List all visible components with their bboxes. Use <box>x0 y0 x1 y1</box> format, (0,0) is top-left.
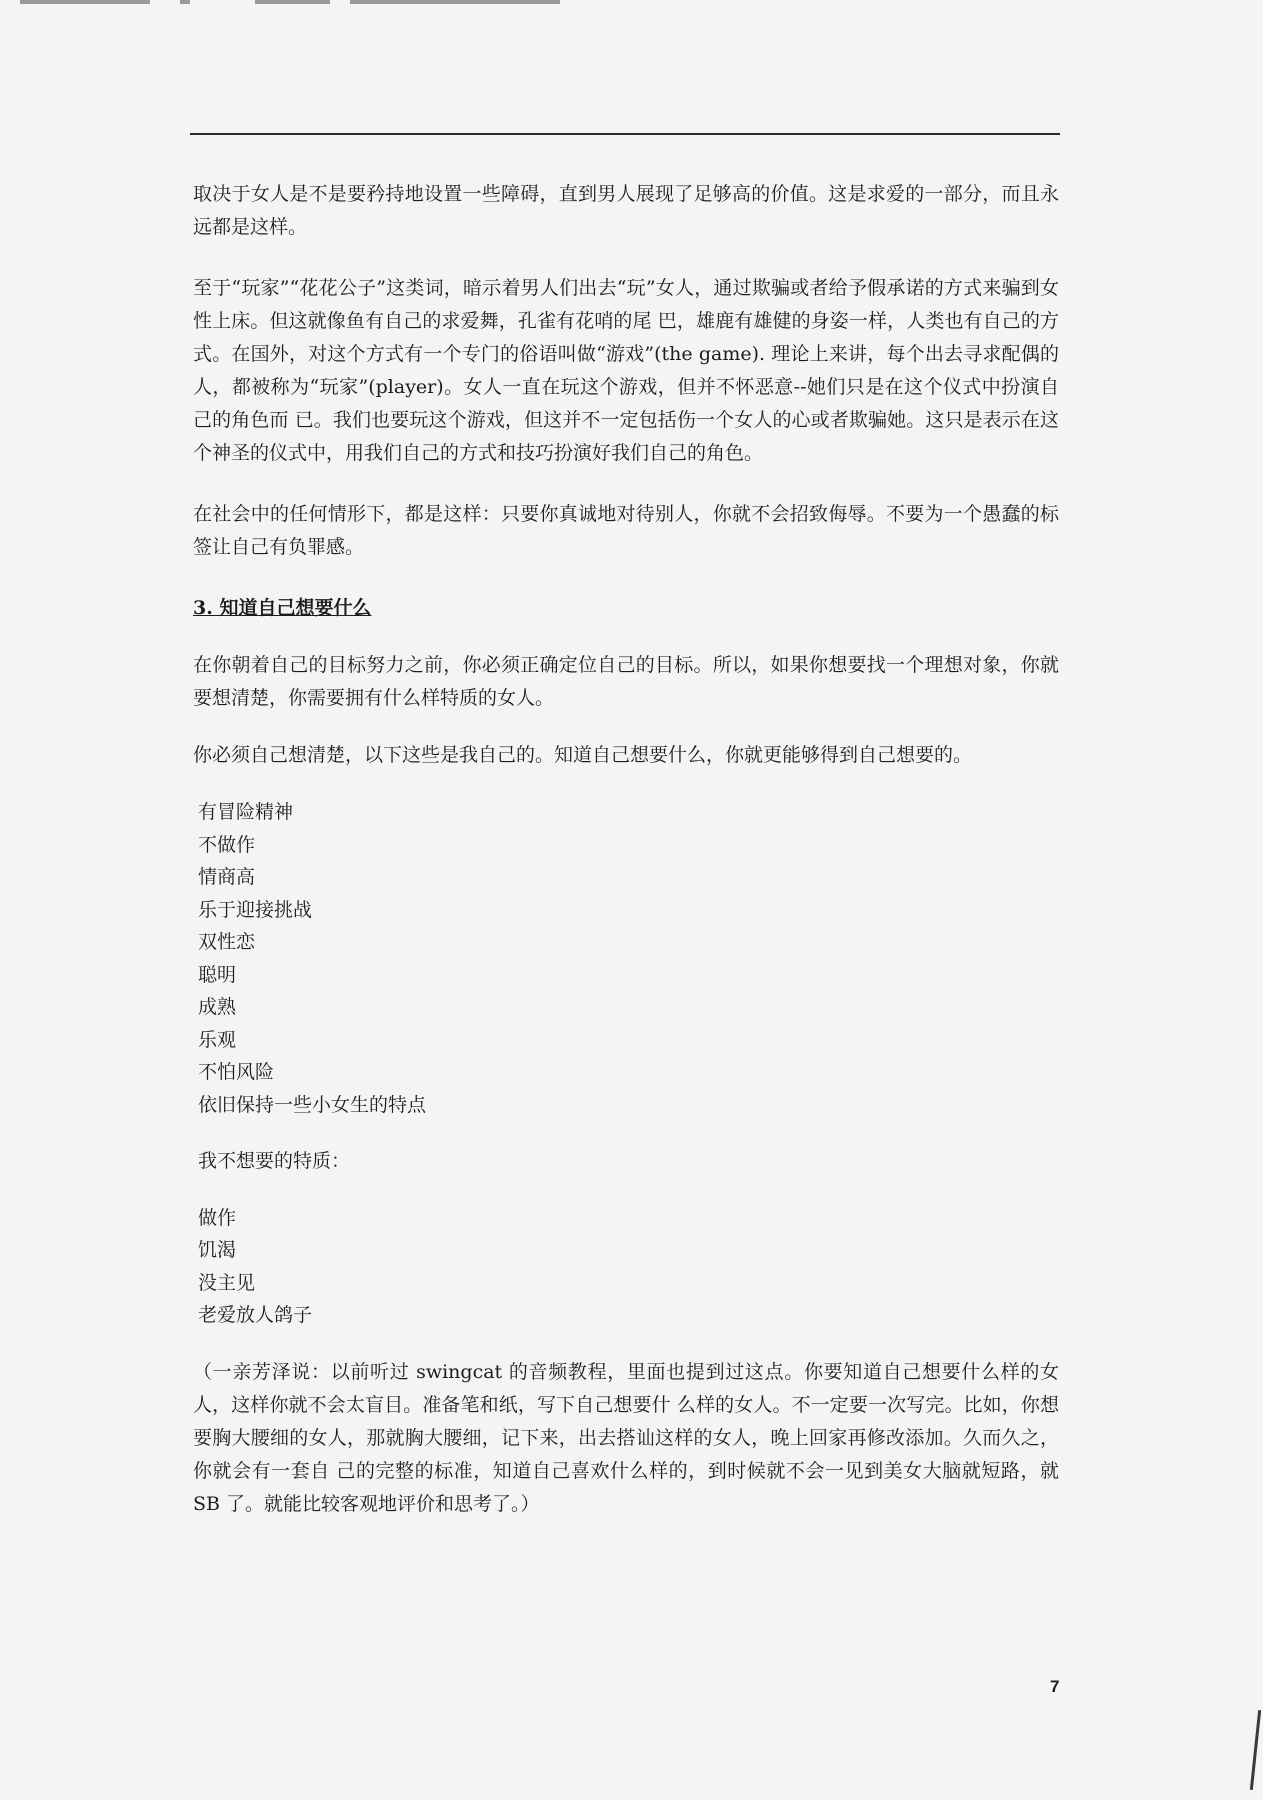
editor-note: （一亲芳泽说：以前听过 swingcat 的音频教程，里面也提到过这点。你要知道自己想要什么样的女人，这样你就不会太盲目。准备笔和纸，写下自己想要什 么样的女人。不一定要一次写完。比如，你想要胸大腰细的女人，那就胸大腰细，记下来，出去搭讪这样的女人，晚上回家再修改添加。久而久之，你就会有一套自 己的完整的标准，知道自己喜欢什么样的，到时候就不会一见到美女大脑就短路，就 SB 了。就能比较客观地评价和思考了。） <box>193 1360 1059 1515</box>
wanted-traits-list <box>193 796 1059 1121</box>
list-item: 依旧保持一些小女生的特点 <box>198 1093 427 1116</box>
unwanted-label-wrap <box>193 1145 1059 1178</box>
list-item: 老爱放人鸽子 <box>198 1304 313 1326</box>
scan-top-marks <box>0 0 1263 10</box>
list-item: 不怕风险 <box>198 1061 275 1083</box>
unwanted-traits-label: 我不想要的特质： <box>198 1150 351 1172</box>
section-heading: 3. 知道自己想要什么 <box>193 597 372 619</box>
list-item: 双性恋 <box>198 931 256 953</box>
list-item: 聪明 <box>198 963 237 986</box>
list-item: 情商高 <box>198 866 256 888</box>
list-item: 没主见 <box>198 1271 256 1294</box>
list-item: 饥渴 <box>198 1239 237 1261</box>
list-item: 有冒险精神 <box>198 801 294 823</box>
scan-edge-mark <box>1250 1710 1261 1790</box>
list-item: 乐于迎接挑战 <box>198 898 313 921</box>
list-item: 做作 <box>198 1206 237 1229</box>
page-content <box>193 178 1059 1521</box>
paragraph-sincerity: 在社会中的任何情形下，都是这样：只要你真诚地对待别人，你就不会招致侮辱。不要为一个愚蠢的标签让自己有负罪感。 <box>193 503 1059 558</box>
section-intro: 在你朝着自己的目标努力之前，你必须正确定位自己的目标。所以，如果你想要找一个理想对象，你就要想清楚，你需要拥有什么样特质的女人。 <box>193 654 1059 709</box>
unwanted-traits-list <box>193 1202 1059 1332</box>
paragraph-player-game: 至于“玩家”“花花公子”这类词，暗示着男人们出去“玩”女人，通过欺骗或者给予假承诺的方式来骗到女性上床。但这就像鱼有自己的求爱舞，孔雀有花哨的尾 巴，雄鹿有雄健的身姿一样，人类也有自己的方式。在国外，对这个方式有一个专门的俗语叫做“游戏”(the game). 理论上来讲，每个出去寻求配偶的人，都被称为“玩家”(player)。女人一直在玩这个游戏，但并不怀恶意--她们只是在这个仪式中扮演自己的角色而 已。我们也要玩这个游戏，但这并不一定包括伤一个女人的心或者欺骗她。这只是表示在这个神圣的仪式中，用我们自己的方式和技巧扮演好我们自己的角色。 <box>193 277 1059 464</box>
paragraph-courtship: 取决于女人是不是要矜持地设置一些障碍，直到男人展现了足够高的价值。这是求爱的一部分，而且永远都是这样。 <box>193 183 1059 238</box>
list-item: 乐观 <box>198 1028 237 1051</box>
list-item: 成熟 <box>198 996 237 1018</box>
section-intro-2: 你必须自己想清楚，以下这些是我自己的。知道自己想要什么，你就更能够得到自己想要的。 <box>193 744 973 766</box>
page-number: 7 <box>1050 1677 1060 1696</box>
list-item: 不做作 <box>198 833 256 856</box>
header-rule <box>190 133 1060 135</box>
